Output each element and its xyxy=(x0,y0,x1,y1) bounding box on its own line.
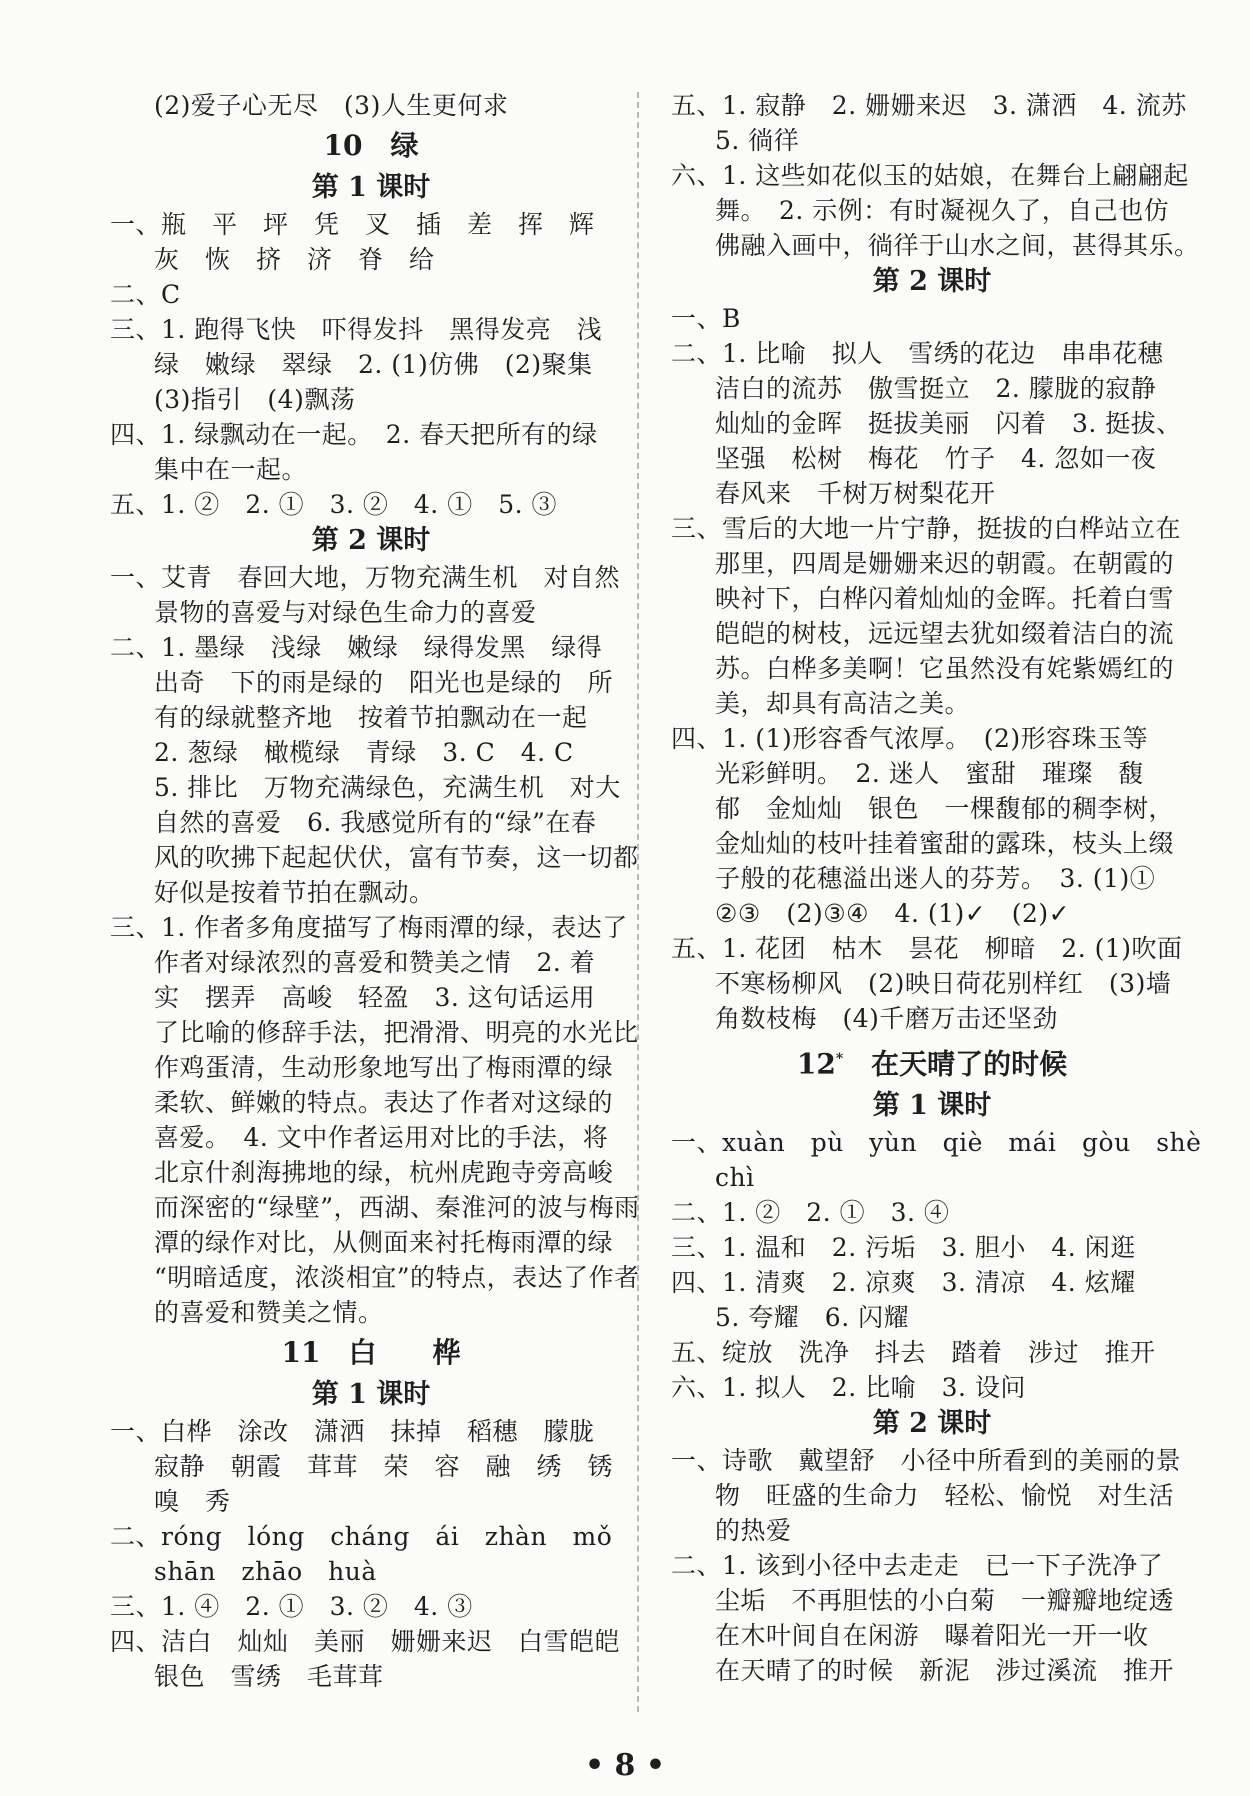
section-heading: 第 1 课时 xyxy=(311,172,431,203)
answer-line: 二、1. 墨绿 浅绿 嫩绿 绿得发黑 绿得 xyxy=(110,633,603,662)
answer-line: 美，却具有高洁之美。 xyxy=(715,689,971,718)
answer-line: 坚强 松树 梅花 竹子 4. 忽如一夜 xyxy=(715,444,1157,473)
answer-line: 而深密的“绿壁”，西湖、秦淮河的波与梅雨 xyxy=(154,1193,640,1222)
answer-line: 三、1. 作者多角度描写了梅雨潭的绿，表达了 xyxy=(110,913,628,942)
answer-line: 五、1. 寂静 2. 姗姗来迟 3. 潇洒 4. 流苏 xyxy=(671,91,1187,120)
answer-line: 5. 夸耀 6. 闪耀 xyxy=(715,1303,910,1333)
answer-line: 5. 徜徉 xyxy=(715,126,800,155)
answer-line: 光彩鲜明。 2. 迷人 蜜甜 璀璨 馥 xyxy=(715,759,1144,788)
lesson-title xyxy=(671,1036,1193,1087)
answer-line: 五、1. 花团 枯木 昙花 柳暗 2. (1)吹面 xyxy=(671,934,1183,963)
answer-line: 潭的绿作对比，从侧面来衬托梅雨潭的绿 xyxy=(154,1228,614,1257)
answer-line: 一、xuàn pù yùn qiè mái gòu shè xyxy=(671,1128,1202,1158)
answer-line: 实 摆弄 高峻 轻盈 3. 这句话运用 xyxy=(154,983,596,1012)
answer-line: 三、雪后的大地一片宁静，挺拔的白桦站立在 xyxy=(671,514,1182,543)
answer-line: (2)爱子心无尽 (3)人生更何求 xyxy=(154,91,509,120)
page-number: • 8 • xyxy=(584,1748,666,1783)
answer-line: 皑皑的树枝，远远望去犹如缀着洁白的流 xyxy=(715,619,1175,648)
section-heading: 第 1 课时 xyxy=(872,1090,992,1122)
answer-line: 映衬下，白桦闪着灿灿的金晖。托着白雪 xyxy=(715,584,1175,613)
answer-line: 三、1. ④ 2. ① 3. ② 4. ③ xyxy=(110,1592,473,1621)
answer-line: 一、艾青 春回大地，万物充满生机 对自然 xyxy=(110,563,621,592)
answer-line: 灰 恢 挤 济 脊 给 xyxy=(154,245,435,274)
answer-line: 风的吹拂下起起伏伏，富有节奏，这一切都 xyxy=(154,843,639,872)
answer-line: 物 旺盛的生命力 轻松、愉悦 对生活 xyxy=(715,1481,1175,1511)
answer-line: 一、白桦 涂改 潇洒 抹掉 稻穗 朦胧 xyxy=(110,1417,595,1446)
answer-line: 作者对绿浓烈的喜爱和赞美之情 2. 着 xyxy=(154,948,596,977)
answer-line: 角数枝梅 (4)千磨万击还坚劲 xyxy=(715,1004,1058,1033)
answer-line: 二、1. ② 2. ① 3. ④ xyxy=(671,1198,950,1228)
answer-line: shān zhāo huà xyxy=(154,1557,377,1586)
answer-line: 2. 葱绿 橄榄绿 青绿 3. C 4. C xyxy=(154,738,574,767)
answer-line: 一、诗歌 戴望舒 小径中所看到的美丽的景 xyxy=(671,1446,1182,1476)
answer-line: 六、1. 拟人 2. 比喻 3. 设问 xyxy=(671,1373,1026,1403)
answer-line: 在木叶间自在闲游 曝着阳光一开一收 xyxy=(715,1621,1149,1651)
answer-line: 有的绿就整齐地 按着节拍飘动在一起 xyxy=(154,703,588,732)
answer-line: 一、瓶 平 坪 凭 叉 插 差 挥 辉 xyxy=(110,210,595,239)
answer-line: 二、róng lóng cháng ái zhàn mǒ xyxy=(110,1522,613,1551)
answer-line: 二、1. 比喻 拟人 雪绣的花边 串串花穗 xyxy=(671,339,1164,368)
answer-line: 银色 雪绣 毛茸茸 xyxy=(154,1662,384,1691)
answer-line: 喜爱。 4. 文中作者运用对比的手法，将 xyxy=(154,1123,609,1152)
answer-line: 四、1. 绿飘动在一起。 2. 春天把所有的绿 xyxy=(110,420,598,449)
answer-line: 了比喻的修辞手法，把滑滑、明亮的水光比 xyxy=(154,1018,639,1047)
answer-line: 子般的花穗溢出迷人的芬芳。 3. (1)① xyxy=(715,864,1156,893)
optional-mark: * xyxy=(835,1051,844,1067)
answer-line: 春风来 千树万树梨花开 xyxy=(715,479,996,508)
answer-line: 景物的喜爱与对绿色生命力的喜爱 xyxy=(154,598,537,627)
answer-line: 洁白的流苏 傲雪挺立 2. 朦胧的寂静 xyxy=(715,374,1157,403)
answer-line: 那里，四周是姗姗来迟的朝霞。在朝霞的 xyxy=(715,549,1175,578)
answer-line: 好似是按着节拍在飘动。 xyxy=(154,878,435,907)
answer-line: 苏。白桦多美啊！它虽然没有姹紫嫣红的 xyxy=(715,654,1175,683)
right-column xyxy=(671,88,1202,1688)
answer-line: 舞。 2. 示例：有时凝视久了，自己也仿 xyxy=(715,196,1170,225)
answer-line: “明暗适度，浓淡相宜”的特点，表达了作者 xyxy=(154,1263,640,1292)
answer-line: 六、1. 这些如花似玉的姑娘，在舞台上翩翩起 xyxy=(671,161,1189,190)
answer-line: 的热爱 xyxy=(715,1516,792,1546)
answer-line: 佛融入画中，徜徉于山水之间，甚得其乐。 xyxy=(715,231,1200,260)
answer-line: 四、1. 清爽 2. 凉爽 3. 清凉 4. 炫耀 xyxy=(671,1268,1136,1298)
answer-line: 四、1. (1)形容香气浓厚。 (2)形容珠玉等 xyxy=(671,724,1149,753)
lesson-number: 12 xyxy=(796,1047,836,1081)
section-heading: 第 2 课时 xyxy=(311,525,431,556)
answer-line: 尘垢 不再胆怯的小白菊 一瓣瓣地绽透 xyxy=(715,1586,1175,1616)
column-divider xyxy=(637,92,639,1712)
lesson-title: 11 白 桦 xyxy=(281,1336,461,1369)
answer-line: chì xyxy=(715,1163,755,1193)
answer-line: 集中在一起。 xyxy=(154,455,308,484)
lesson-name: 在天晴了的时候 xyxy=(843,1047,1068,1081)
answer-line: (3)指引 (4)飘荡 xyxy=(154,385,356,414)
answer-line: 的喜爱和赞美之情。 xyxy=(154,1298,384,1327)
answer-line: 嗅 秀 xyxy=(154,1487,231,1516)
section-heading: 第 1 课时 xyxy=(311,1379,431,1410)
answer-line: 出奇 下的雨是绿的 阳光也是绿的 所 xyxy=(154,668,614,697)
answer-line: 不寒杨柳风 (2)映日荷花别样红 (3)墙 xyxy=(715,969,1172,998)
answer-line: 五、1. ② 2. ① 3. ② 4. ① 5. ③ xyxy=(110,490,557,519)
answer-line: 三、1. 跑得飞快 吓得发抖 黑得发亮 浅 xyxy=(110,315,603,344)
answer-line: 灿灿的金晖 挺拔美丽 闪着 3. 挺拔、 xyxy=(715,409,1182,438)
answer-line: 四、洁白 灿灿 美丽 姗姗来迟 白雪皑皑 xyxy=(110,1627,621,1656)
left-column xyxy=(110,88,640,1694)
answer-line: 作鸡蛋清，生动形象地写出了梅雨潭的绿 xyxy=(154,1053,614,1082)
answer-line: 五、绽放 洗净 抖去 踏着 涉过 推开 xyxy=(671,1338,1156,1368)
answer-line: 在天晴了的时候 新泥 涉过溪流 推开 xyxy=(715,1656,1175,1686)
section-heading: 第 2 课时 xyxy=(872,266,992,297)
answer-line: 三、1. 温和 2. 污垢 3. 胆小 4. 闲逛 xyxy=(671,1233,1136,1263)
answer-line: 北京什刹海拂地的绿，杭州虎跑寺旁高峻 xyxy=(154,1158,614,1187)
answer-line: 二、C xyxy=(110,280,181,309)
answer-line: 自然的喜爱 6. 我感觉所有的“绿”在春 xyxy=(154,808,597,837)
answer-line: 5. 排比 万物充满绿色，充满生机 对大 xyxy=(154,773,621,802)
section-heading: 第 2 课时 xyxy=(872,1408,992,1440)
answer-line: 一、B xyxy=(671,304,741,333)
answer-line: 金灿灿的枝叶挂着蜜甜的露珠，枝头上缀 xyxy=(715,829,1175,858)
lesson-title: 10 绿 xyxy=(323,129,419,162)
answer-line: 寂静 朝霞 茸茸 荣 容 融 绣 锈 xyxy=(154,1452,614,1481)
answer-line: 郁 金灿灿 银色 一棵馥郁的稠李树， xyxy=(715,794,1175,823)
answer-line: ②③ (2)③④ 4. (1)✓ (2)✓ xyxy=(715,899,1071,928)
answer-line: 绿 嫩绿 翠绿 2. (1)仿佛 (2)聚集 xyxy=(154,350,593,379)
answer-line: 柔软、鲜嫩的特点。表达了作者对这绿的 xyxy=(154,1088,614,1117)
answer-line: 二、1. 该到小径中去走走 已一下子洗净了 xyxy=(671,1551,1164,1581)
